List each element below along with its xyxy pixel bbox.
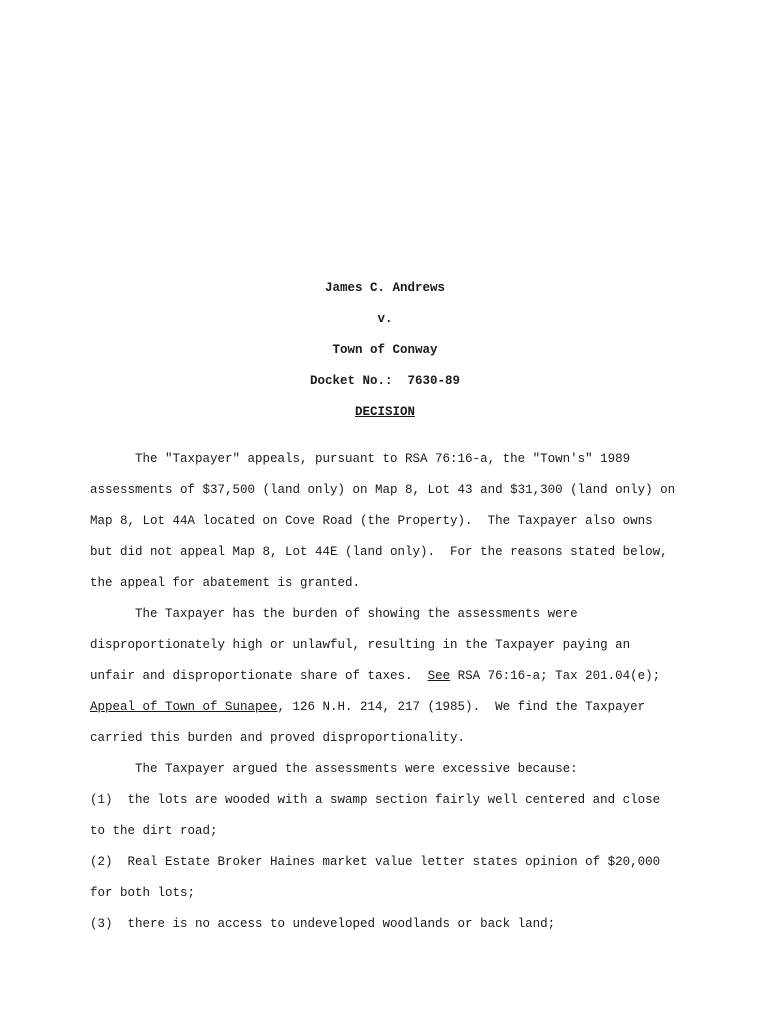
paragraph-2-line-3-text-a: unfair and disproportionate share of taxes.: [90, 669, 428, 683]
paragraph-2-line-4: [90, 700, 690, 714]
paragraph-2-line-5: carried this burden and proved disproportionality.: [90, 731, 466, 745]
caption-docket: Docket No.: 7630-89: [309, 374, 461, 388]
citation-signal-see: See: [427, 669, 451, 683]
paragraph-2-line-3-text-b: RSA 76:16-a; Tax 201.04(e);: [450, 669, 661, 683]
caption-party1: James C. Andrews: [324, 281, 446, 295]
paragraph-2-line-4-text: , 126 N.H. 214, 217 (1985). We find the Taxpayer: [277, 700, 646, 714]
list-item-1-line-2: to the dirt road;: [90, 824, 218, 838]
list-item-2-line-1: (2) Real Estate Broker Haines market value letter states opinion of $20,000: [90, 855, 661, 869]
paragraph-1-line-4: but did not appeal Map 8, Lot 44E (land only). For the reasons stated below,: [90, 545, 668, 559]
paragraph-2-line-1: The Taxpayer has the burden of showing the assessments were: [90, 607, 578, 621]
list-item-3-line-1: (3) there is no access to undeveloped woodlands or back land;: [90, 917, 556, 931]
paragraph-1-line-2: assessments of $37,500 (land only) on Map 8, Lot 43 and $31,300 (land only) on: [90, 483, 676, 497]
paragraph-1-line-3: Map 8, Lot 44A located on Cove Road (the Property). The Taxpayer also owns: [90, 514, 653, 528]
paragraph-2-line-3: [90, 669, 690, 683]
paragraph-3-line-1: The Taxpayer argued the assessments were excessive because:: [90, 762, 578, 776]
decision-heading: DECISION: [354, 405, 415, 419]
case-citation: Appeal of Town of Sunapee: [90, 700, 278, 714]
caption-party2: Town of Conway: [332, 343, 438, 357]
list-item-1-line-1: (1) the lots are wooded with a swamp section fairly well centered and close: [90, 793, 661, 807]
caption-versus: v.: [377, 312, 393, 326]
paragraph-1-line-1: The "Taxpayer" appeals, pursuant to RSA 76:16-a, the "Town's" 1989: [90, 452, 631, 466]
paragraph-1-line-5: the appeal for abatement is granted.: [90, 576, 361, 590]
list-item-2-line-2: for both lots;: [90, 886, 196, 900]
paragraph-2-line-2: disproportionately high or unlawful, resulting in the Taxpayer paying an: [90, 638, 631, 652]
